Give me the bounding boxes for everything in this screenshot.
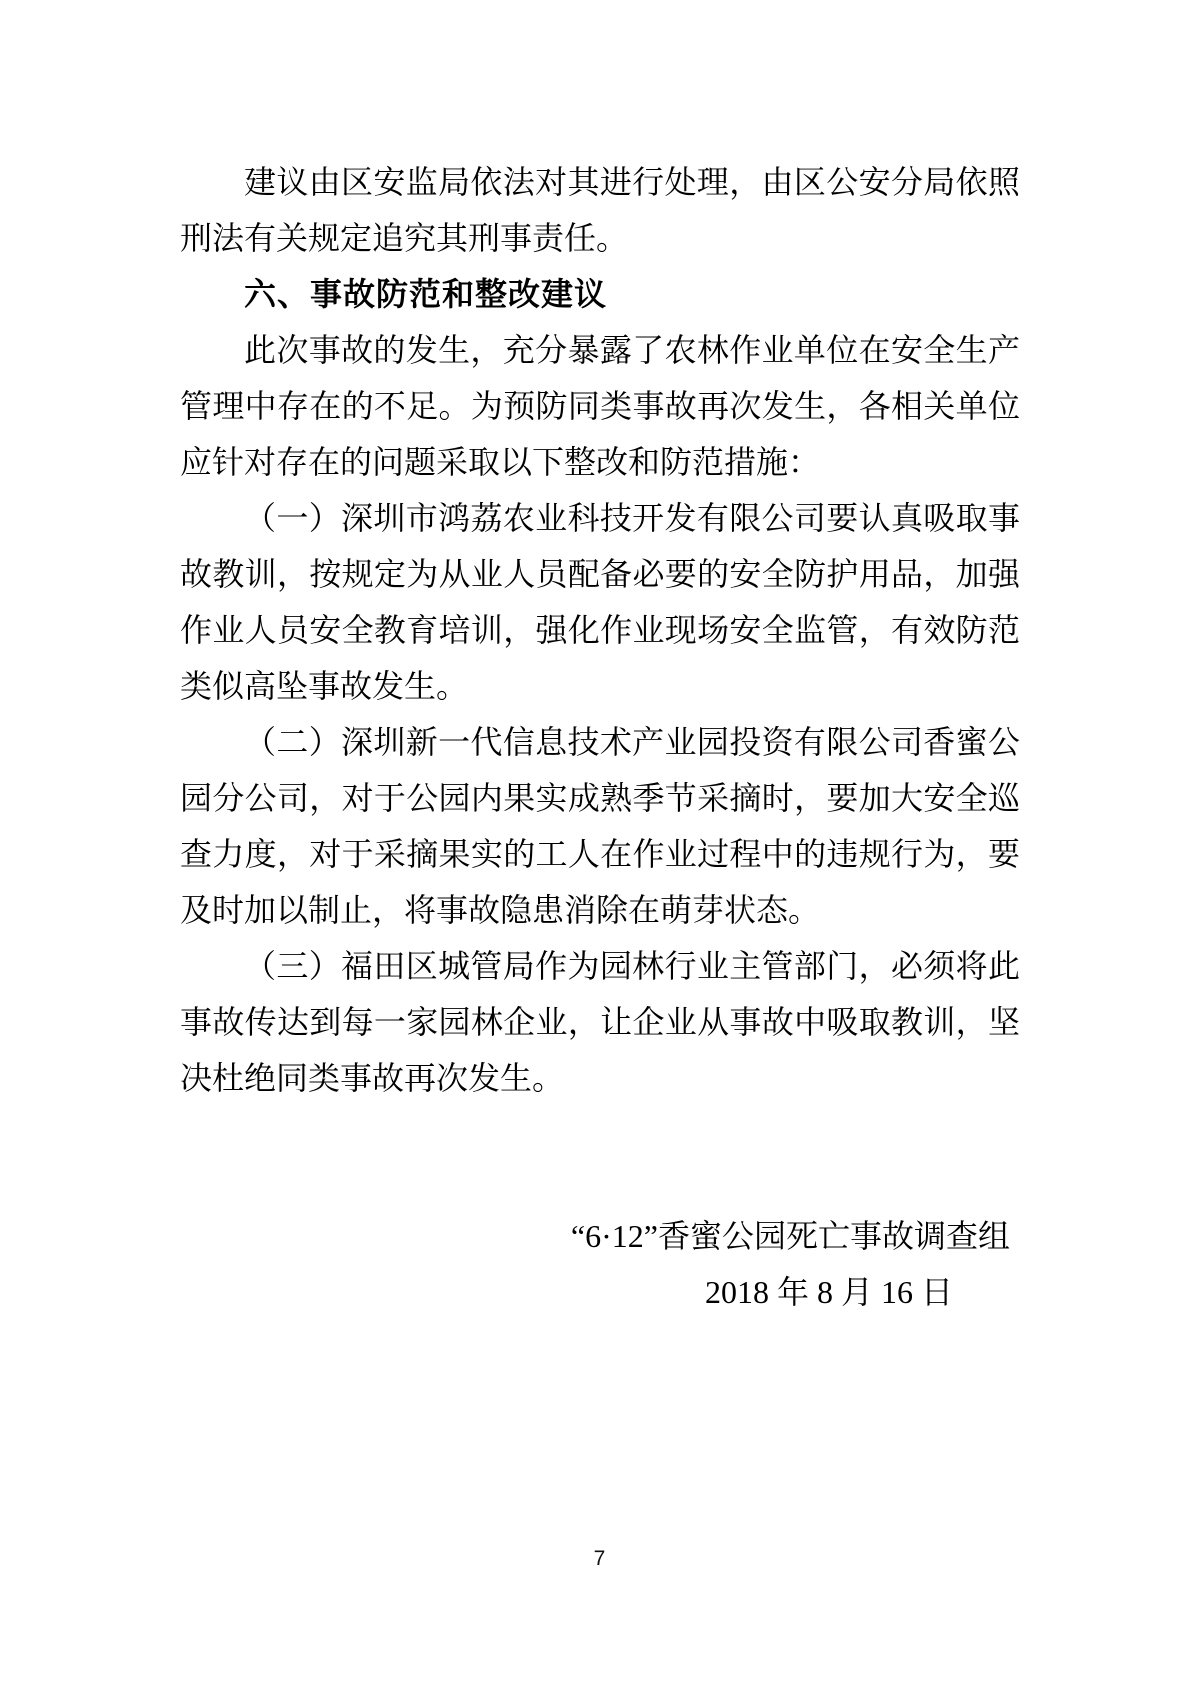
paragraph-measure-2: （二）深圳新一代信息技术产业园投资有限公司香蜜公园分公司，对于公园内果实成熟季节采摘时，要加大安全巡查力度，对于采摘果实的工人在作业过程中的违规行为，要及时加以制止，将事故隐患消除在萌芽状态。: [180, 724, 1020, 928]
signature-organization: “6·12”香蜜公园死亡事故调查组: [570, 1218, 1010, 1254]
paragraph-intro: 此次事故的发生，充分暴露了农林作业单位在安全生产管理中存在的不足。为预防同类事故再次发生，各相关单位应针对存在的问题采取以下整改和防范措施：: [180, 332, 1020, 480]
signature-block: [180, 1208, 1020, 1320]
signature-date: 2018 年 8 月 16 日: [704, 1274, 953, 1310]
section-heading-prevention: 六、事故防范和整改建议: [244, 276, 608, 312]
paragraph-measure-3: （三）福田区城管局作为园林行业主管部门，必须将此事故传达到每一家园林企业，让企业从事故中吸取教训，坚决杜绝同类事故再次发生。: [180, 948, 1020, 1096]
page-number: 7: [593, 1547, 606, 1570]
paragraph-measure-1: （一）深圳市鸿荔农业科技开发有限公司要认真吸取事故教训，按规定为从业人员配备必要的安全防护用品，加强作业人员安全教育培训，强化作业现场安全监管，有效防范类似高坠事故发生。: [180, 500, 1020, 704]
paragraph-liability: 建议由区安监局依法对其进行处理，由区公安分局依照刑法有关规定追究其刑事责任。: [180, 164, 1020, 256]
page-footer: [0, 1545, 1199, 1573]
document-body: [180, 154, 1020, 1106]
